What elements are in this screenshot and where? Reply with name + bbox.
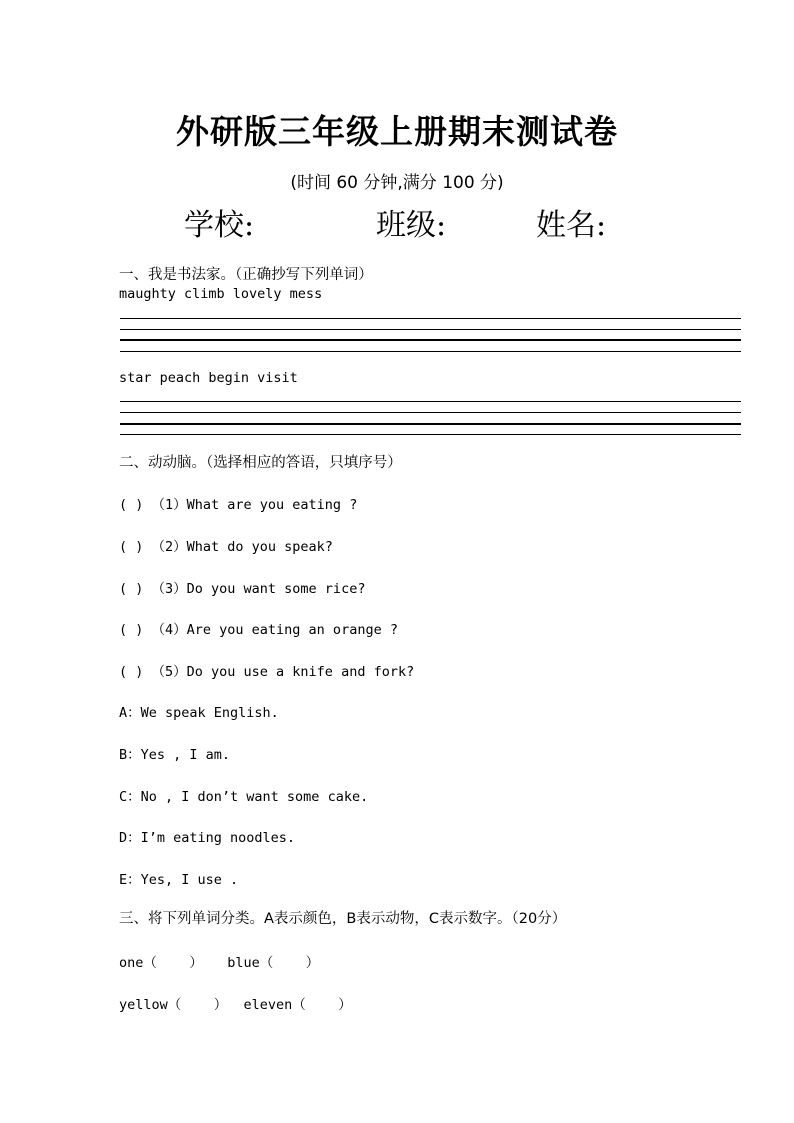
writing-line <box>120 339 741 341</box>
answer-option: E：Yes, I use . <box>119 872 239 888</box>
copy-words-row1: maughty climb lovely mess <box>119 286 323 302</box>
question-item: ( ) （5）Do you use a knife and fork? <box>119 664 415 680</box>
school-label: 学校: <box>184 208 255 243</box>
student-info-row <box>0 200 794 244</box>
writing-line <box>120 351 741 352</box>
question-item: ( ) （4）Are you eating an orange ? <box>119 622 398 638</box>
class-label: 班级: <box>376 208 447 243</box>
question-item: ( ) （1）What are you eating ? <box>119 497 358 513</box>
classify-row2: yellow（ ） eleven（ ） <box>119 997 352 1013</box>
writing-line <box>120 434 741 435</box>
writing-line <box>120 401 741 402</box>
name-label: 姓名: <box>536 208 607 243</box>
writing-line <box>120 412 741 413</box>
question-item: ( ) （2）What do you speak? <box>119 539 333 555</box>
page-title: 外研版三年级上册期末测试卷 <box>176 112 618 151</box>
classify-row1: one（ ） blue（ ） <box>119 955 320 971</box>
copy-words-row2: star peach begin visit <box>119 370 298 386</box>
section3-heading: 三、将下列单词分类。A表示颜色，B表示动物，C表示数字。（20分） <box>119 911 567 927</box>
writing-line <box>120 423 741 425</box>
answer-option: B：Yes , I am. <box>119 747 231 763</box>
exam-time-note: (时间 60 分钟,满分 100 分) <box>290 173 504 193</box>
question-item: ( ) （3）Do you want some rice? <box>119 581 366 597</box>
section1-heading: 一、我是书法家。（正确抄写下列单词） <box>119 267 373 283</box>
answer-option: A：We speak English. <box>119 705 279 721</box>
writing-line <box>120 329 741 330</box>
answer-option: C：No , I don’t want some cake. <box>119 789 369 805</box>
answer-option: D：I’m eating noodles. <box>119 830 296 846</box>
section2-heading: 二、动动脑。（选择相应的答语，只填序号） <box>119 455 402 471</box>
writing-line <box>120 318 741 319</box>
